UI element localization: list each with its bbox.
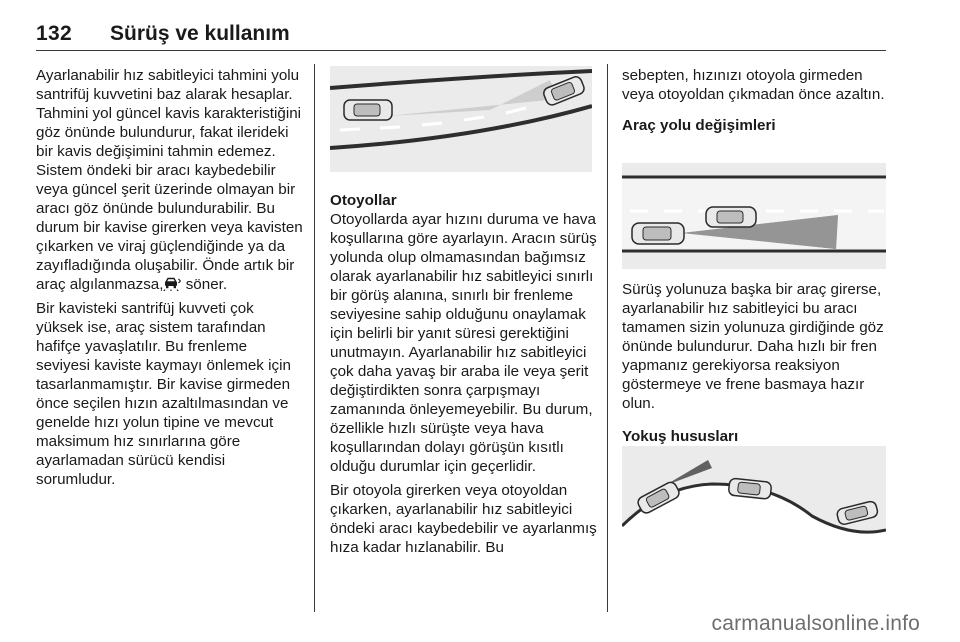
page-header bbox=[36, 22, 886, 50]
column-1 bbox=[36, 66, 304, 494]
highway-entry-paragraph: Bir otoyola girerken veya otoyoldan çıkarken, ayarlanabilir hız sabitleyici öndeki aracı kaybedebilir ve ayarlanmış hıza kadar hızlanabilir. Bu bbox=[330, 482, 597, 556]
centrifugal-paragraph: Bir kavisteki santrifüj kuvveti çok yüksek ise, araç sistem tarafından hafifçe yavaşlatılır. Bu frenleme seviyesi kaviste kaymayı önlemek için tasarlanmamıştır. Bir kavise girmeden önce seçilen hızın azaltılmasından ve genelde hızı yolun tipine ve mevcut maksimum hız sınırlarına göre ayarlamadan sürücü kendisi sorumludur. bbox=[36, 300, 291, 488]
column-2 bbox=[330, 191, 598, 562]
lane-change-paragraph: Sürüş yolunuza başka bir araç girerse, ayarlanabilir hız sabitleyici bu aracı tamamen sizin yolunuza girdiğinde göz önünde bulundurur. Daha hızlı bir fren yapmanız gerekiyorsa reaksiyon göstermeye ve frene basmaya hazır olun. bbox=[622, 281, 884, 412]
column-3-lower bbox=[622, 280, 888, 446]
column-3 bbox=[622, 66, 888, 135]
page-number: 132 bbox=[36, 22, 72, 45]
lane-change-heading: Araç yolu değişimleri bbox=[622, 117, 776, 134]
header-divider bbox=[36, 50, 886, 51]
curve-paragraph: Ayarlanabilir hız sabitleyici tahmini yolu santrifüj kuvvetini baz alarak hesaplar. Tahmini yol güncel kavis karakteristiğini göz önünde bulundurur, fakat ilerideki bir kavis değişimini tahmin edemez. Sistem öndeki bir aracı kaybedebilir veya güncel şerit üzerinde olmayan bir aracı göz önünde bulundurabilir. Bu durum bir kavise girerken veya kavisten çıkarken ve viraj güçlendiğinde ya da zayıfladığında oluşabilir. Önde artık bir araç algılanmazsa, söner. bbox=[36, 67, 303, 293]
curved-road-illustration bbox=[330, 66, 592, 172]
highway-heading: Otoyollar bbox=[330, 192, 397, 209]
column-divider-2 bbox=[607, 64, 608, 612]
column-divider-1 bbox=[314, 64, 315, 612]
lane-change-illustration bbox=[622, 163, 886, 269]
hill-heading: Yokuş hususları bbox=[622, 428, 739, 445]
hill-illustration bbox=[622, 446, 886, 552]
vehicle-ahead-icon bbox=[163, 277, 181, 291]
highway-paragraph: Otoyollarda ayar hızını duruma ve hava koşullarına göre ayarlayın. Aracın sürüş yolunda olup olmamasından bağımsız olarak ayarlanabilir hız sabitleyici sınırlı bir görüş alanına, sınırlı bir frenleme seviyesine sahip olduğunu onaylamak için belirli bir yanıt süresi gerektiğini unutmayın. Ayarlanabilir hız sabitleyici çok daha yavaş bir araba ile veya şerit değiştirdikten sonra çarpışmayı zamanında önleyemeyebilir. Bu durum, özellikle hızlı sürüşte veya hava koşullarından dolayı görüşün kısıtlı olduğu durumlar için geçerlidir. bbox=[330, 211, 597, 475]
highway-continued-paragraph: sebepten, hızınızı otoyola girmeden veya otoyoldan çıkmadan önce azaltın. bbox=[622, 67, 885, 103]
watermark-text: carmanualsonline.info bbox=[711, 612, 920, 635]
chapter-title: Sürüş ve kullanım bbox=[110, 22, 290, 45]
